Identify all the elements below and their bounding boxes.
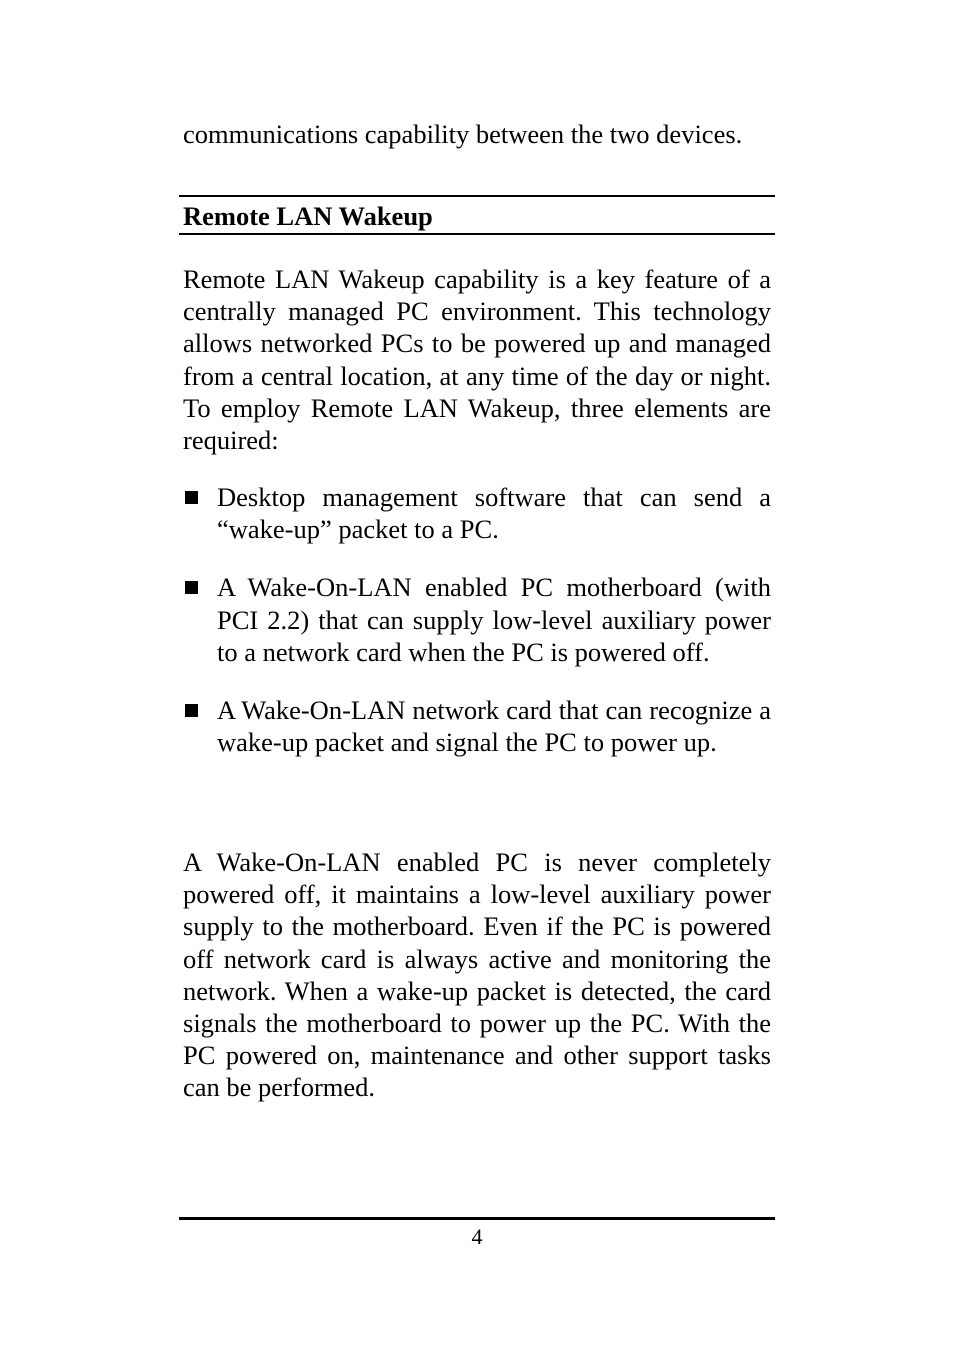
closing-paragraph-block: [183, 846, 771, 1104]
footer-divider: [179, 1217, 775, 1220]
list-item: [183, 571, 771, 668]
intro-paragraph: Remote LAN Wakeup capability is a key feature of a centrally managed PC environment. This technology allows networked PCs to be powered up and managed from a central location, at any time of the day or night. To employ Remote LAN Wakeup, three elements are required:: [183, 264, 771, 456]
list-item-text: Desktop management software that can send a “wake-up” packet to a PC.: [217, 482, 771, 545]
list-item: [183, 694, 771, 758]
intro-paragraph-block: [183, 263, 771, 456]
section-heading: Remote LAN Wakeup: [183, 201, 433, 231]
square-bullet-icon: [185, 704, 198, 717]
section-heading-block: [179, 195, 775, 235]
list-item: [183, 481, 771, 545]
continuation-paragraph-block: [183, 118, 771, 150]
closing-paragraph: A Wake-On-LAN enabled PC is never completely powered off, it maintains a low-level auxiliary power supply to the motherboard. Even if the PC is powered off network card is always active and monitoring the network. When a wake-up packet is detected, the card signals the motherboard to power up the PC. With the PC powered on, maintenance and other support tasks can be performed.: [183, 847, 771, 1103]
page-number: 4: [471, 1224, 483, 1249]
continuation-paragraph: communications capability between the two devices.: [183, 119, 743, 149]
list-item-text: A Wake-On-LAN enabled PC motherboard (with PCI 2.2) that can supply low-level auxiliary power to a network card when the PC is powered off.: [217, 572, 771, 667]
square-bullet-icon: [185, 491, 198, 504]
list-item-text: A Wake-On-LAN network card that can recognize a wake-up packet and signal the PC to power up.: [217, 695, 771, 758]
square-bullet-icon: [185, 581, 198, 594]
requirements-list: [183, 481, 771, 784]
